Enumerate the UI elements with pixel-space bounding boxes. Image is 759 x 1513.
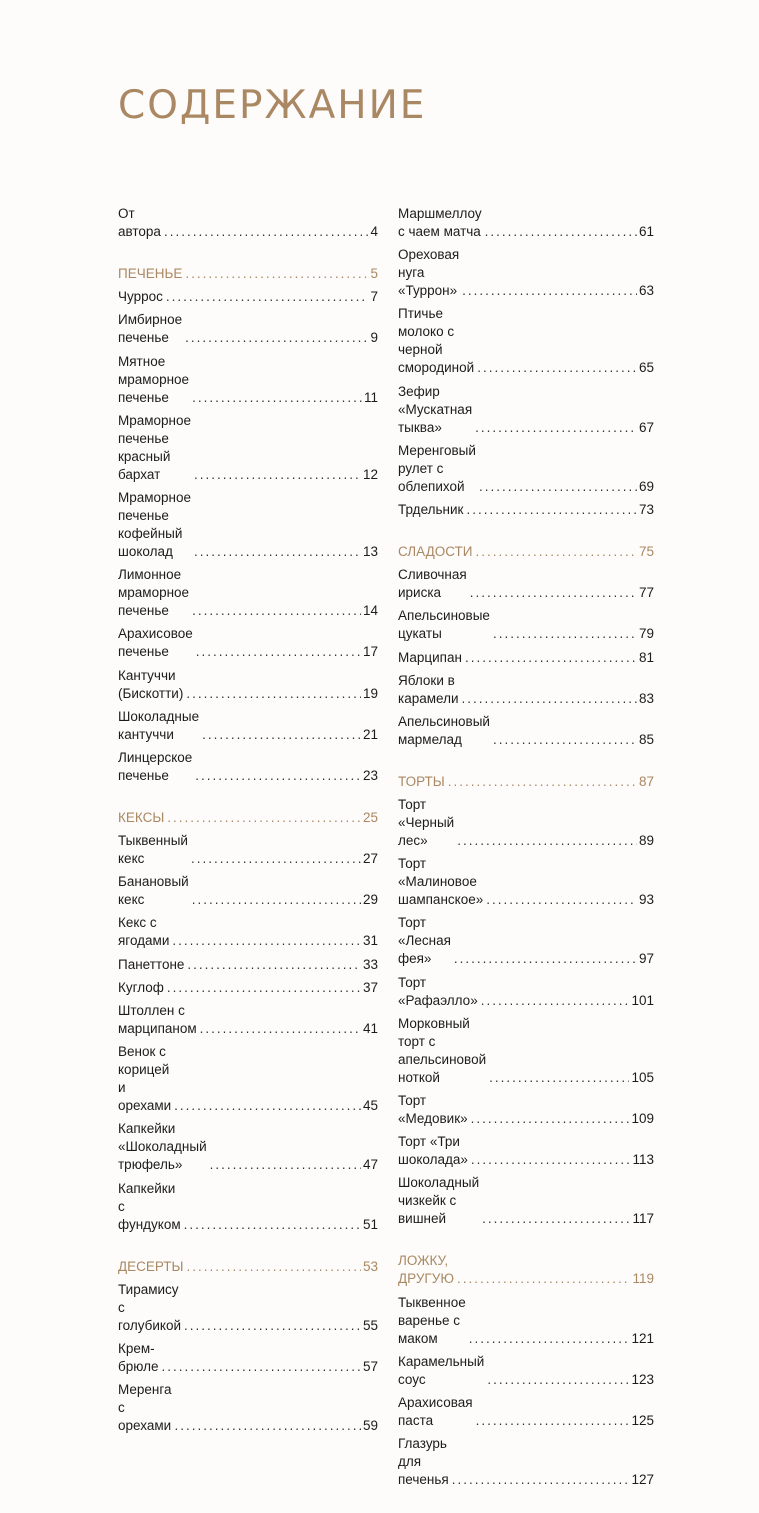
toc-entry[interactable] xyxy=(118,489,378,561)
entry-title: Торт «Лесная фея» xyxy=(398,915,451,967)
page-number: 73 xyxy=(638,501,654,517)
dot-leader xyxy=(167,979,361,997)
page-title: СОДЕРЖАНИЕ xyxy=(118,83,427,128)
dot-leader xyxy=(194,466,361,484)
dot-leader xyxy=(486,891,637,909)
dot-leader xyxy=(452,1471,630,1489)
toc-section-heading[interactable] xyxy=(118,1258,378,1276)
dot-leader xyxy=(481,992,630,1010)
page-number: 81 xyxy=(638,649,654,665)
page-number: 125 xyxy=(631,1412,654,1428)
entry-title: Зефир «Мускатная тыква» xyxy=(398,383,473,435)
toc-entry[interactable] xyxy=(398,442,654,496)
entry-title: Апельсиновый мармелад xyxy=(398,713,490,747)
toc-entry[interactable] xyxy=(118,979,378,997)
entry-title: Имбирное печенье xyxy=(118,312,183,346)
toc-entry[interactable] xyxy=(118,311,378,347)
toc-section-heading[interactable] xyxy=(398,1252,654,1288)
page-number: 121 xyxy=(631,1330,654,1346)
entry-title: Ореховая нуга «Туррон» xyxy=(398,247,460,299)
toc-section-heading[interactable] xyxy=(398,543,654,561)
toc-section xyxy=(118,205,378,241)
toc-section xyxy=(118,1258,378,1436)
page-number: 109 xyxy=(631,1111,654,1126)
page-number: 75 xyxy=(638,543,654,559)
dot-leader xyxy=(172,932,361,950)
toc-entry[interactable] xyxy=(398,246,654,300)
toc-entry[interactable] xyxy=(398,713,654,749)
toc-entry[interactable] xyxy=(398,1294,654,1348)
entry-title: Глазурь для печенья xyxy=(398,1436,449,1488)
toc-entry[interactable] xyxy=(398,1353,654,1389)
page-number: 17 xyxy=(362,644,378,660)
page-number: 123 xyxy=(631,1371,654,1387)
dot-leader xyxy=(493,731,637,749)
entry-title: Трдельник xyxy=(398,501,464,517)
toc-entry[interactable] xyxy=(398,501,654,519)
page-number: 33 xyxy=(362,956,378,972)
page-number: 63 xyxy=(638,283,654,299)
dot-leader xyxy=(457,1270,631,1288)
entry-title: Тирамису с голубикой xyxy=(118,1281,181,1333)
page-number: 55 xyxy=(362,1317,378,1333)
page-number: 29 xyxy=(362,892,378,908)
entry-title: Панеттоне xyxy=(118,956,185,972)
page-number: 97 xyxy=(638,951,654,967)
entry-title: Тыквенное варенье с маком xyxy=(398,1294,466,1346)
dot-leader xyxy=(466,501,637,519)
page-number: 67 xyxy=(638,419,654,435)
dot-leader xyxy=(479,478,637,496)
page-number: 117 xyxy=(632,1211,654,1227)
toc-entry[interactable] xyxy=(398,1133,654,1169)
entry-title: Торт «Три шоколада» xyxy=(398,1134,468,1168)
toc-entry[interactable] xyxy=(118,1281,378,1335)
toc-section xyxy=(118,809,378,1234)
dot-leader xyxy=(465,649,637,667)
dot-leader xyxy=(471,1151,631,1169)
toc-entry[interactable] xyxy=(118,353,378,407)
page-number: 87 xyxy=(638,773,654,789)
entry-title: Капкейки с фундуком xyxy=(118,1180,181,1232)
page-number: 7 xyxy=(370,289,378,305)
page-number: 11 xyxy=(363,389,378,405)
dot-leader xyxy=(470,584,637,602)
dot-leader xyxy=(167,809,361,827)
section-title: ТОРТЫ xyxy=(398,773,445,789)
toc-entry[interactable] xyxy=(118,873,378,909)
entry-title: Кекс с ягодами xyxy=(118,915,170,949)
toc-entry[interactable] xyxy=(398,672,654,708)
entry-title: Штоллен с марципаном xyxy=(118,1003,197,1036)
entry-title: Чуррос xyxy=(118,289,163,305)
toc-section xyxy=(398,543,654,749)
dot-leader xyxy=(191,850,361,868)
page-number: 12 xyxy=(362,466,378,482)
entry-title: Тыквенный кекс xyxy=(118,833,188,867)
entry-title: Апельсиновые цукаты xyxy=(398,608,490,642)
page-number: 23 xyxy=(362,767,378,783)
entry-title: Капкейки «Шоколадный трюфель» xyxy=(118,1121,207,1173)
entry-title: Птичье молоко с черной смородиной xyxy=(398,306,475,376)
dot-leader xyxy=(186,685,361,703)
page-number: 119 xyxy=(632,1271,654,1287)
dot-leader xyxy=(161,1358,361,1376)
toc-entry[interactable] xyxy=(398,796,654,850)
toc-entry[interactable] xyxy=(398,205,654,241)
page-number: 77 xyxy=(638,585,654,601)
toc-section-heading[interactable] xyxy=(118,265,378,283)
dot-leader xyxy=(175,1417,361,1435)
dot-leader xyxy=(192,602,361,620)
page-number: 31 xyxy=(362,933,378,949)
toc-entry[interactable] xyxy=(118,667,378,703)
toc-entry[interactable] xyxy=(118,288,378,306)
toc-entry[interactable] xyxy=(398,649,654,667)
page-number: 61 xyxy=(638,224,654,239)
dot-leader xyxy=(462,282,637,300)
dot-leader xyxy=(164,223,369,241)
page-number: 57 xyxy=(362,1358,378,1374)
page-number: 69 xyxy=(638,478,654,494)
dot-leader xyxy=(487,1371,629,1389)
toc-entry[interactable] xyxy=(118,1120,378,1174)
toc-entry[interactable] xyxy=(398,914,654,968)
dot-leader xyxy=(200,1020,361,1038)
entry-title: Торт «Черный лес» xyxy=(398,797,455,849)
toc-entry[interactable] xyxy=(398,607,654,643)
toc-entry[interactable] xyxy=(398,383,654,437)
toc-entry[interactable] xyxy=(118,1381,378,1435)
page-number: 127 xyxy=(631,1472,654,1488)
toc-left-column xyxy=(118,205,378,1459)
page-number: 19 xyxy=(362,685,378,701)
page-number: 93 xyxy=(638,892,654,908)
dot-leader xyxy=(469,1330,630,1348)
entry-title: Мраморное печенье кофейный шоколад xyxy=(118,489,192,559)
page-number: 89 xyxy=(638,833,654,849)
toc-entry[interactable] xyxy=(118,749,378,785)
dot-leader xyxy=(476,543,637,561)
entry-title: Торт «Рафаэлло» xyxy=(398,974,478,1008)
section-title: ДЕСЕРТЫ xyxy=(118,1258,184,1274)
toc-entry[interactable] xyxy=(118,1180,378,1234)
toc-entry[interactable] xyxy=(398,305,654,377)
dot-leader xyxy=(187,1258,361,1276)
section-title: ЛОЖКУ, ДРУГУЮ xyxy=(398,1253,454,1287)
toc-entry[interactable] xyxy=(118,1002,378,1038)
toc-entry[interactable] xyxy=(118,708,378,744)
toc-entry[interactable] xyxy=(118,832,378,868)
dot-leader xyxy=(210,1156,361,1174)
entry-title: Торт «Медовик» xyxy=(398,1093,468,1126)
dot-leader xyxy=(477,359,637,377)
entry-title: Лимонное мраморное печенье xyxy=(118,567,190,619)
page-number: 65 xyxy=(638,360,654,376)
toc-entry[interactable] xyxy=(118,1043,378,1115)
toc-section xyxy=(398,205,654,519)
toc-section xyxy=(398,1252,654,1489)
dot-leader xyxy=(461,690,636,708)
toc-entry[interactable] xyxy=(398,974,654,1010)
toc-entry[interactable] xyxy=(398,1174,654,1228)
toc-entry[interactable] xyxy=(118,625,378,661)
entry-title: Марципан xyxy=(398,649,462,665)
page-number: 79 xyxy=(638,626,654,642)
toc-section-heading[interactable] xyxy=(118,809,378,827)
page-number: 59 xyxy=(362,1418,378,1434)
entry-title: Карамельный соус xyxy=(398,1353,485,1387)
entry-title: Венок с корицей и орехами xyxy=(118,1044,172,1114)
page-number: 13 xyxy=(362,543,378,559)
page-number: 113 xyxy=(632,1152,654,1168)
dot-leader xyxy=(185,265,368,283)
entry-title: Мраморное печенье красный бархат xyxy=(118,412,192,482)
entry-title: Торт «Малиновое шампанское» xyxy=(398,856,484,908)
page-number: 4 xyxy=(370,224,378,239)
section-title: КЕКСЫ xyxy=(118,809,165,825)
entry-title: Морковный торт с апельсиновой ноткой xyxy=(398,1015,487,1085)
page-number: 41 xyxy=(362,1021,378,1036)
entry-title: Мятное мраморное печенье xyxy=(118,353,190,405)
page-number: 51 xyxy=(362,1216,378,1232)
dot-leader xyxy=(485,223,637,241)
page-number: 5 xyxy=(370,266,378,281)
toc-entry[interactable] xyxy=(118,1340,378,1376)
dot-leader xyxy=(489,1069,629,1087)
dot-leader xyxy=(192,389,362,407)
entry-title: Маршмеллоу с чаем матча xyxy=(398,206,482,239)
dot-leader xyxy=(482,1210,630,1228)
page-number: 45 xyxy=(362,1098,378,1114)
dot-leader xyxy=(454,950,637,968)
dot-leader xyxy=(166,288,369,306)
dot-leader xyxy=(196,643,361,661)
dot-leader xyxy=(448,773,637,791)
entry-title: Яблоки в карамели xyxy=(398,672,459,706)
section-title: СЛАДОСТИ xyxy=(398,543,473,559)
page-number: 37 xyxy=(362,979,378,995)
toc-section xyxy=(118,265,378,785)
toc-entry[interactable] xyxy=(398,1015,654,1087)
toc-entry[interactable] xyxy=(118,914,378,950)
toc-entry[interactable] xyxy=(118,566,378,620)
page-number: 21 xyxy=(362,726,378,742)
entry-title: Меренга с орехами xyxy=(118,1382,172,1434)
page-number: 14 xyxy=(362,603,378,619)
dot-leader xyxy=(202,726,361,744)
page-number: 101 xyxy=(631,992,654,1008)
entry-title: Шоколадный чизкейк с вишней xyxy=(398,1175,480,1227)
dot-leader xyxy=(195,767,361,785)
page-number: 27 xyxy=(362,851,378,867)
dot-leader xyxy=(187,956,361,974)
page-number: 85 xyxy=(638,731,654,747)
dot-leader xyxy=(493,625,637,643)
entry-title: Сливочная ириска xyxy=(398,567,467,601)
toc-section-heading[interactable] xyxy=(398,773,654,791)
entry-title: Кантуччи (Бискотти) xyxy=(118,667,184,701)
toc-entry[interactable] xyxy=(398,1092,654,1128)
entry-title: Линцерское печенье xyxy=(118,749,193,783)
page-number: 25 xyxy=(362,809,378,825)
dot-leader xyxy=(194,543,361,561)
page-number: 83 xyxy=(638,690,654,706)
page-number: 9 xyxy=(370,330,378,346)
page-number: 105 xyxy=(631,1069,654,1085)
dot-leader xyxy=(457,832,637,850)
dot-leader xyxy=(471,1110,630,1128)
dot-leader xyxy=(476,1412,630,1430)
page-number: 47 xyxy=(362,1157,378,1173)
toc-entry[interactable] xyxy=(398,566,654,602)
dot-leader xyxy=(475,419,637,437)
toc-entry[interactable] xyxy=(398,1435,654,1489)
section-title: ПЕЧЕНЬЕ xyxy=(118,266,183,281)
dot-leader xyxy=(192,891,361,909)
entry-title: От автора xyxy=(118,206,161,239)
toc-entry[interactable] xyxy=(398,1394,654,1430)
toc-right-column xyxy=(398,205,654,1513)
dot-leader xyxy=(184,1216,361,1234)
toc-entry[interactable] xyxy=(398,855,654,909)
page-number: 53 xyxy=(362,1258,378,1274)
toc-section xyxy=(398,773,654,1229)
dot-leader xyxy=(185,329,368,347)
entry-title: Крем-брюле xyxy=(118,1340,159,1374)
entry-title: Меренговый рулет с облепихой xyxy=(398,442,476,494)
toc-entry[interactable] xyxy=(118,956,378,974)
toc-entry[interactable] xyxy=(118,205,378,241)
dot-leader xyxy=(184,1317,361,1335)
dot-leader xyxy=(174,1097,361,1115)
entry-title: Куглоф xyxy=(118,979,164,995)
entry-title: Арахисовая паста xyxy=(398,1394,473,1428)
toc-entry[interactable] xyxy=(118,412,378,484)
entry-title: Банановый кекс xyxy=(118,874,189,908)
entry-title: Шоколадные кантуччи xyxy=(118,708,200,742)
entry-title: Арахисовое печенье xyxy=(118,626,193,660)
